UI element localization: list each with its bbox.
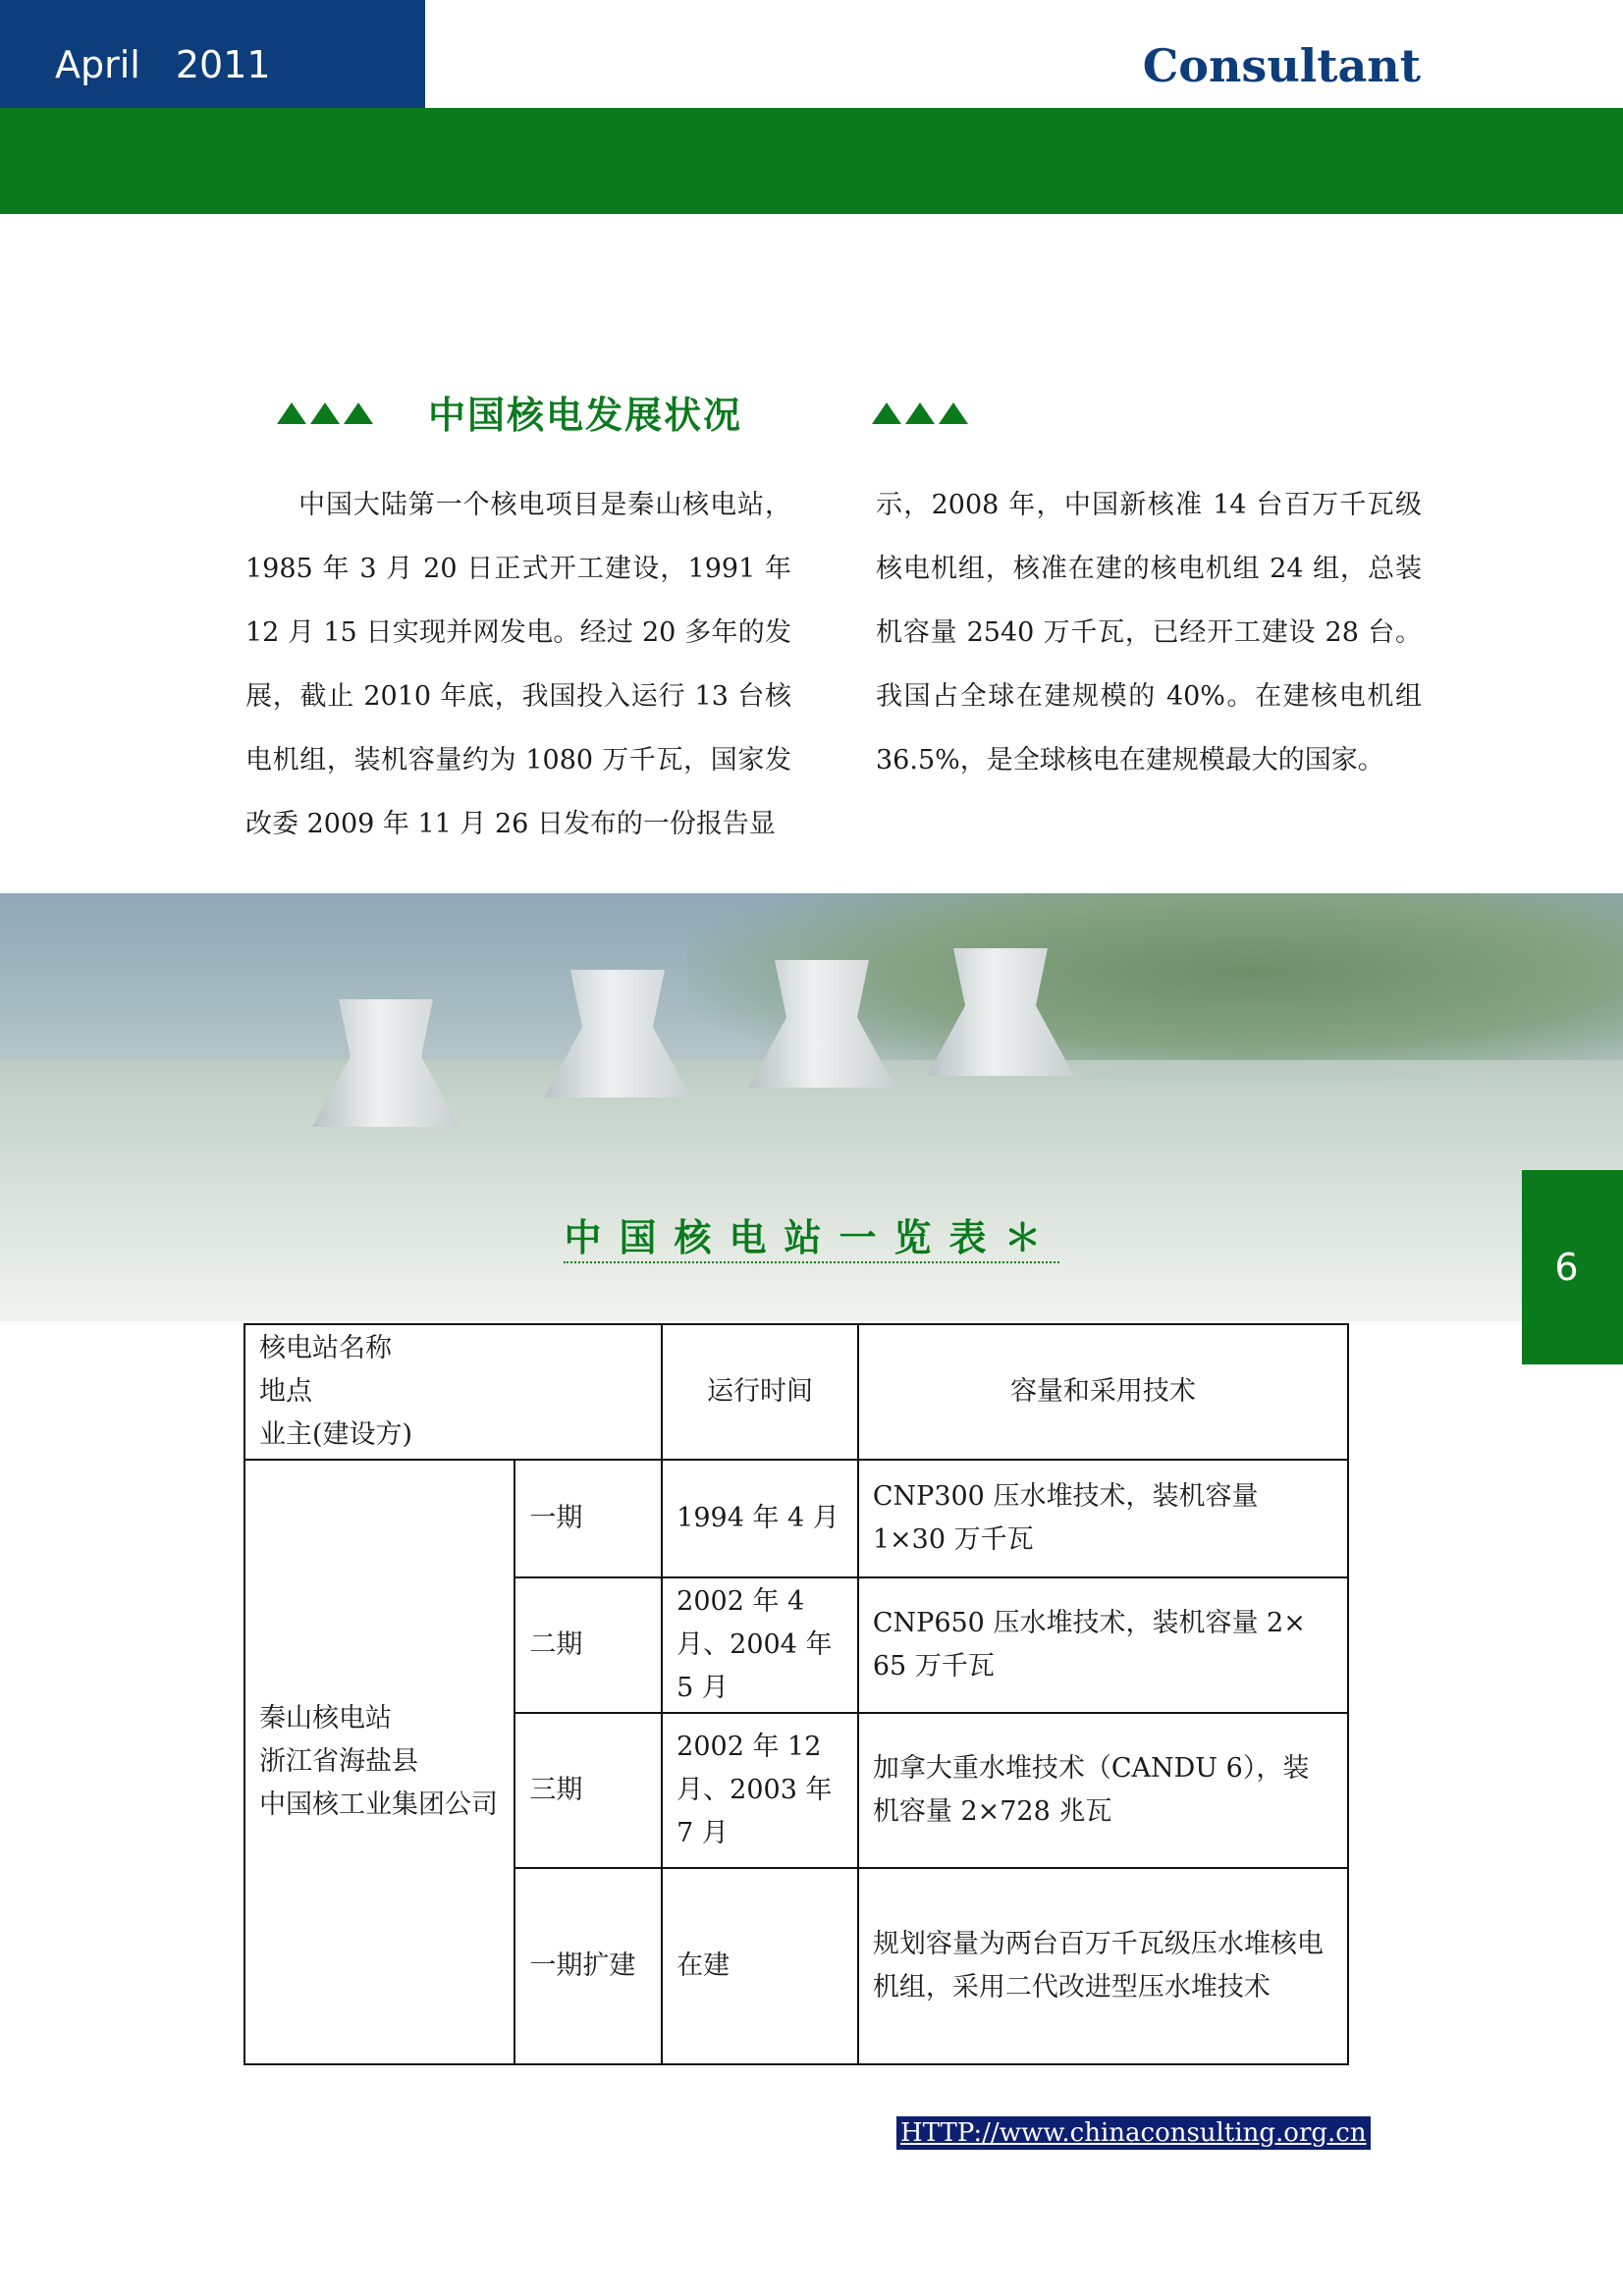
cooling-tower-icon <box>544 970 691 1097</box>
body-text-left-column: 中国大陆第一个核电项目是秦山核电站，1985 年 3 月 20 日正式开工建设，1991 年 12 月 15 日实现并网发电。经过 20 多年的发展，截止 2010 年底，我国投入运行 13 台核电机组，装机容量约为 1080 万千瓦，国家发改委 2009 年 11 月 26 日发布的一份报告显 <box>245 490 791 839</box>
body-text-right-column: 示，2008 年，中国新核准 14 台百万千瓦级核电机组，核准在建的核电机组 24 组，总装机容量 2540 万千瓦，已经开工建设 28 台。我国占全球在建规模的 40%。在建核电机组 36.5%，是全球核电在建规模最大的国家。 <box>876 490 1422 775</box>
time-cell: 2002 年 12 月、2003 年 7 月 <box>662 1713 858 1868</box>
section-heading <box>0 385 1623 444</box>
page-number: 6 <box>1522 1170 1623 1364</box>
capacity-cell: CNP650 压水堆技术，装机容量 2× 65 万千瓦 <box>858 1577 1348 1713</box>
capacity-cell: CNP300 压水堆技术，装机容量 1×30 万千瓦 <box>858 1460 1348 1577</box>
triangle-ornament-left-icon <box>277 402 373 424</box>
issue-date <box>0 0 425 108</box>
phase-cell: 一期 <box>514 1460 662 1577</box>
issue-year: 2011 <box>175 43 271 86</box>
capacity-cell: 规划容量为两台百万千瓦级压水堆核电机组，采用二代改进型压水堆技术 <box>858 1868 1348 2064</box>
time-cell: 1994 年 4 月 <box>662 1460 858 1577</box>
header-operation-time: 运行时间 <box>662 1324 858 1460</box>
url-text: //www.chinaconsulting.org.cn <box>982 2118 1367 2148</box>
publication-title: Consultant <box>1142 39 1421 92</box>
issue-month: April <box>55 43 140 86</box>
website-link[interactable] <box>896 2116 1371 2150</box>
nuclear-plants-table <box>243 1323 1349 2065</box>
capacity-cell: 加拿大重水堆技术（CANDU 6），装机容量 2×728 兆瓦 <box>858 1713 1348 1868</box>
triangle-ornament-right-icon <box>872 402 968 424</box>
table-title: 中国核电站一览表＊ <box>0 1207 1623 1261</box>
url-prefix: HTTP: <box>900 2118 983 2148</box>
time-cell: 在建 <box>662 1868 858 2064</box>
table-header-row <box>244 1324 1348 1460</box>
nuclear-plant-photo <box>0 893 1623 1321</box>
header-band <box>0 108 1623 214</box>
time-cell: 2002 年 4 月、2004 年 5 月 <box>662 1577 858 1713</box>
phase-cell: 一期扩建 <box>514 1868 662 2064</box>
phase-cell: 三期 <box>514 1713 662 1868</box>
section-title: 中国核电发展状况 <box>428 394 743 437</box>
table-row <box>244 1460 1348 1577</box>
header-capacity-technology: 容量和采用技术 <box>858 1324 1348 1460</box>
phase-cell: 二期 <box>514 1577 662 1713</box>
plant-info-cell: 秦山核电站 浙江省海盐县 中国核工业集团公司 <box>244 1460 514 2064</box>
header-plant-name: 核电站名称 地点 业主(建设方) <box>244 1324 662 1460</box>
